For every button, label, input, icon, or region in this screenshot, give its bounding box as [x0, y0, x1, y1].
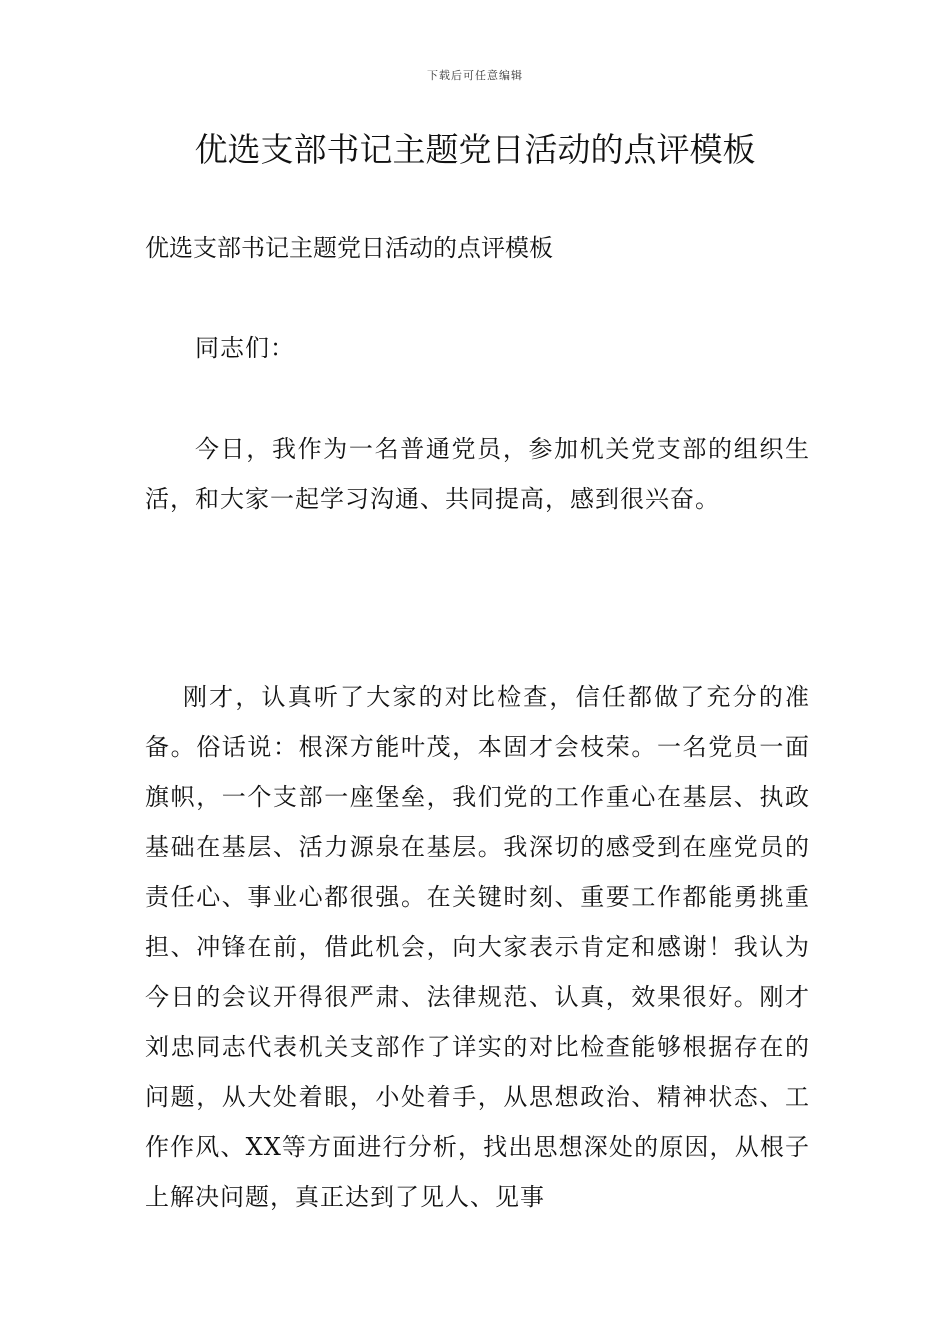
paragraph-2: 刚才，认真听了大家的对比检查，信任都做了充分的准备。俗话说：根深方能叶茂，本固才会枝荣。一名党员一面旗帜，一个支部一座堡垒，我们党的工作重心在基层、执政基础在基层、活力源泉在基层。我深切的感受到在座党员的责任心、事业心都很强。在关键时刻、重要工作都能勇挑重担、冲锋在前，借此机会，向大家表示肯定和感谢！我认为今日的会议开得很严肃、法律规范、认真，效果很好。刚才刘忠同志代表机关支部作了详实的对比检查能够根据存在的问题，从大处着眼，小处着手，从思想政治、精神状态、工作作风、XX等方面进行分析，找出思想深处的原因，从根子上解决问题，真正达到了见人、见事: [145, 683, 810, 1211]
greeting: 同志们：: [195, 334, 295, 362]
document-title: 优选支部书记主题党日活动的点评模板: [194, 130, 756, 169]
document-subtitle: 优选支部书记主题党日活动的点评模板: [145, 234, 553, 262]
header-note: 下载后可任意编辑: [427, 69, 523, 82]
paragraph-1: 今日，我作为一名普通党员，参加机关党支部的组织生活，和大家一起学习沟通、共同提高，感到很兴奋。: [145, 435, 810, 513]
